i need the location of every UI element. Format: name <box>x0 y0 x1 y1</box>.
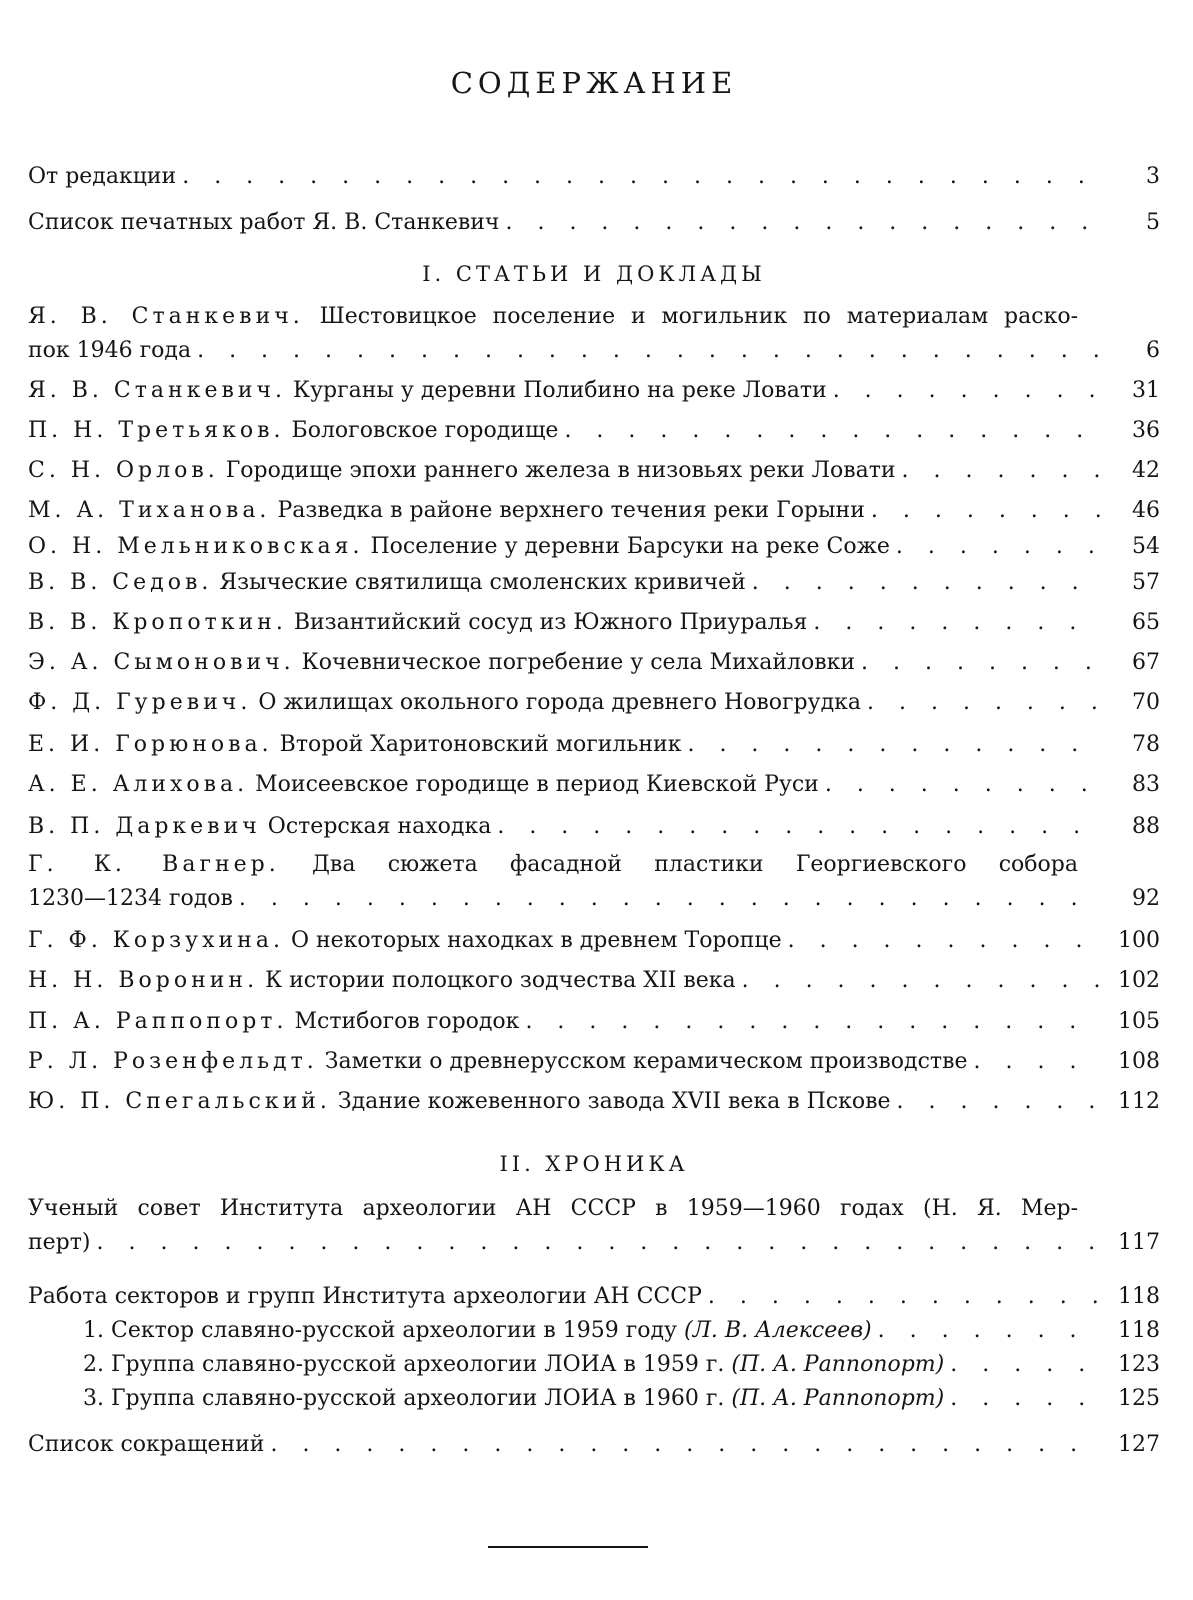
toc-subentry <box>83 1348 1160 1382</box>
entry-author: В. В. Кропоткин. <box>28 610 287 635</box>
toc-entry-council <box>28 1192 1160 1260</box>
dot-leader <box>239 882 1100 916</box>
page-number: 54 <box>1132 534 1160 559</box>
toc-entry <box>28 414 1160 448</box>
dot-leader <box>950 1348 1100 1382</box>
toc-entry <box>28 1005 1160 1039</box>
toc-entry <box>28 1085 1160 1119</box>
entry-author: (Л. В. Алексеев) <box>683 1318 872 1343</box>
entry-author: Ю. П. Спегальский. <box>28 1089 331 1114</box>
toc-entry <box>28 728 1160 762</box>
toc-entry <box>28 924 1160 958</box>
dot-leader <box>973 1045 1100 1079</box>
toc-entry <box>28 964 1160 998</box>
dot-leader <box>871 494 1100 528</box>
entry-author: (П. А. Раппопорт) <box>731 1352 945 1377</box>
page-number: 108 <box>1118 1049 1160 1074</box>
dot-leader <box>742 964 1100 998</box>
page-number: 83 <box>1132 772 1160 797</box>
entry-line-first <box>28 848 1160 882</box>
dot-leader <box>950 1382 1100 1416</box>
entry-title-continued: пок 1946 года <box>28 338 192 363</box>
footer-rule <box>488 1546 648 1548</box>
entry-author: Н. Н. Воронин. <box>28 968 259 993</box>
page-number: 118 <box>1118 1318 1160 1343</box>
entry-title: Список сокращений <box>28 1432 265 1457</box>
entry-title: О некоторых находках в древнем Торопце <box>290 928 782 953</box>
dot-leader <box>896 530 1100 564</box>
dot-leader <box>197 334 1100 368</box>
entry-title: Разведка в районе верхнего течения реки Горыни <box>277 498 865 523</box>
entry-title: Второй Харитоновский могильник <box>279 732 682 757</box>
dot-leader <box>902 454 1100 488</box>
page-number: 100 <box>1118 928 1160 953</box>
toc-entry <box>28 848 1160 916</box>
page-number: 117 <box>1118 1230 1160 1255</box>
toc-entry-work <box>28 1280 1160 1314</box>
page-number: 102 <box>1118 968 1160 993</box>
entry-author: М. А. Тиханова. <box>28 498 271 523</box>
toc-entry-editorial <box>28 160 1160 194</box>
dot-leader <box>525 1005 1100 1039</box>
dot-leader <box>97 1226 1100 1260</box>
page-number: 31 <box>1132 378 1160 403</box>
entry-title: Два сюжета фасадной пластики Георгиевского собора <box>312 852 1078 877</box>
toc-subentry <box>83 1314 1160 1348</box>
entry-title: 3. Группа славяно-русской археологии ЛОИА в 1960 г. <box>83 1386 725 1411</box>
toc-entry <box>28 530 1160 564</box>
page-number: 127 <box>1118 1432 1160 1457</box>
page-number: 46 <box>1132 498 1160 523</box>
entry-author: А. Е. Алихова. <box>28 772 249 797</box>
page-number: 5 <box>1146 210 1160 235</box>
section-heading-articles: I. СТАТЬИ И ДОКЛАДЫ <box>422 262 766 286</box>
dot-leader <box>788 924 1100 958</box>
entry-title: Мстибогов городок <box>294 1009 520 1034</box>
page-number: 123 <box>1118 1352 1160 1377</box>
page-number: 42 <box>1132 458 1160 483</box>
dot-leader <box>687 728 1100 762</box>
entry-title-continued: 1230—1234 годов <box>28 886 233 911</box>
entry-title: Шестовицкое поселение и могильник по материалам раско- <box>319 304 1079 329</box>
entry-author: О. Н. Мельниковская. <box>28 534 364 559</box>
toc-entry <box>28 810 1160 844</box>
entry-author: Р. Л. Розенфельдт. <box>28 1049 318 1074</box>
page-number: 70 <box>1132 690 1160 715</box>
entry-title: Здание кожевенного завода XVII века в Пскове <box>337 1089 891 1114</box>
entry-title: Кочевническое погребение у села Михайловки <box>301 650 856 675</box>
dot-leader <box>878 1314 1100 1348</box>
entry-title: От редакции <box>28 164 177 189</box>
dot-leader <box>897 1085 1101 1119</box>
dot-leader <box>564 414 1100 448</box>
entry-title: Городище эпохи раннего железа в низовьях реки Ловати <box>225 458 896 483</box>
entry-author: В. В. Седов. <box>28 570 213 595</box>
dot-leader <box>833 374 1100 408</box>
entry-title-continued: перт) <box>28 1230 91 1255</box>
toc-entry <box>28 454 1160 488</box>
entry-title: Языческие святилища смоленских кривичей <box>219 570 746 595</box>
entry-author: Ф. Д. Гуревич. <box>28 690 252 715</box>
dot-leader <box>813 606 1100 640</box>
page-number: 118 <box>1118 1284 1160 1309</box>
dot-leader <box>182 160 1100 194</box>
page-number: 92 <box>1132 886 1160 911</box>
entry-title: Заметки о древнерусском керамическом производстве <box>324 1049 968 1074</box>
entry-title: Курганы у деревни Полибино на реке Ловати <box>293 378 827 403</box>
dot-leader <box>867 686 1100 720</box>
dot-leader <box>825 768 1100 802</box>
toc-page <box>28 0 1160 1600</box>
toc-entry <box>28 374 1160 408</box>
toc-entry-abbreviations <box>28 1428 1160 1462</box>
toc-entry <box>28 768 1160 802</box>
entry-title: Работа секторов и групп Института археологии АН СССР <box>28 1284 702 1309</box>
entry-title: Остерская находка <box>267 814 492 839</box>
page-number: 6 <box>1146 338 1160 363</box>
entry-author: П. А. Раппопорт. <box>28 1009 288 1034</box>
page-title: СОДЕРЖАНИЕ <box>450 66 738 100</box>
entry-title: Поселение у деревни Барсуки на реке Соже <box>370 534 890 559</box>
entry-author: В. П. Даркевич <box>28 814 261 839</box>
dot-leader <box>861 646 1100 680</box>
page-number: 125 <box>1118 1386 1160 1411</box>
toc-entry <box>28 646 1160 680</box>
entry-title: Византийский сосуд из Южного Приуралья <box>293 610 808 635</box>
dot-leader <box>708 1280 1100 1314</box>
page-number: 67 <box>1132 650 1160 675</box>
toc-entry-bibliography <box>28 206 1160 240</box>
page-number: 105 <box>1118 1009 1160 1034</box>
toc-entry <box>28 686 1160 720</box>
entry-author: Е. И. Горюнова. <box>28 732 273 757</box>
page-number: 112 <box>1118 1089 1160 1114</box>
dot-leader <box>505 206 1100 240</box>
page-number: 3 <box>1146 164 1160 189</box>
page-number: 36 <box>1132 418 1160 443</box>
page-number: 65 <box>1132 610 1160 635</box>
entry-title: 2. Группа славяно-русской археологии ЛОИА в 1959 г. <box>83 1352 725 1377</box>
entry-line-first <box>28 300 1160 334</box>
toc-subentry <box>83 1382 1160 1416</box>
toc-entry <box>28 494 1160 528</box>
entry-author: Я. В. Станкевич. <box>28 304 304 329</box>
page-number: 78 <box>1132 732 1160 757</box>
page-number: 57 <box>1132 570 1160 595</box>
toc-entry <box>28 606 1160 640</box>
entry-line-first: Ученый совет Института археологии АН СССР в 1959—1960 годах (Н. Я. Мер- <box>28 1196 1078 1221</box>
page-number: 88 <box>1132 814 1160 839</box>
toc-entry <box>28 300 1160 368</box>
dot-leader <box>752 566 1100 600</box>
entry-author: П. Н. Третьяков. <box>28 418 285 443</box>
entry-title: Бологовское городище <box>291 418 559 443</box>
section-heading-chronicle: II. ХРОНИКА <box>499 1152 689 1176</box>
entry-title: 1. Сектор славяно-русской археологии в 1959 году <box>83 1318 677 1343</box>
entry-author: Г. К. Вагнер. <box>28 852 280 877</box>
toc-entry <box>28 1045 1160 1079</box>
entry-title: К истории полоцкого зодчества XII века <box>265 968 736 993</box>
entry-author: Я. В. Станкевич. <box>28 378 287 403</box>
entry-author: С. Н. Орлов. <box>28 458 219 483</box>
dot-leader <box>270 1428 1100 1462</box>
entry-title: Моисеевское городище в период Киевской Руси <box>255 772 819 797</box>
entry-author: Г. Ф. Корзухина. <box>28 928 284 953</box>
entry-title: О жилищах окольного города древнего Новогрудка <box>258 690 861 715</box>
entry-title: Список печатных работ Я. В. Станкевич <box>28 210 500 235</box>
toc-entry <box>28 566 1160 600</box>
entry-author: (П. А. Раппопорт) <box>731 1386 945 1411</box>
entry-author: Э. А. Сымонович. <box>28 650 295 675</box>
dot-leader <box>497 810 1100 844</box>
